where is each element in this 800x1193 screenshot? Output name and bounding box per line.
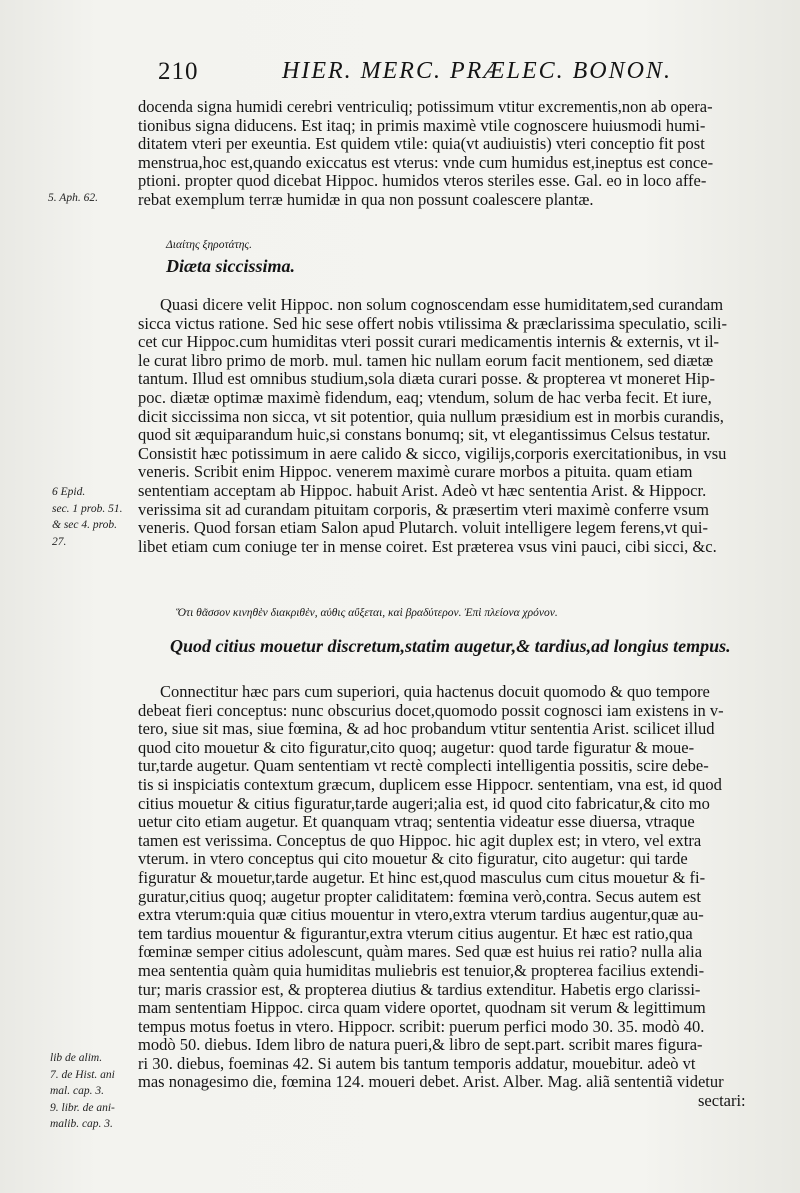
text-line: ri 30. diebus, foeminas 42. Si autem bis tantum temporis addatur, mouebitur. adeò vt — [138, 1054, 696, 1073]
text-line: Connectitur hæc pars cum superiori, quia hactenus docuit quomodo & quo tempore — [160, 683, 710, 701]
text-line: rebat exemplum terræ humidæ in qua non possunt coalescere plantæ. — [138, 190, 594, 209]
text-line: docenda signa humidi cerebri ventriculiq; potissimum vtitur excrementis,non ab opera- — [138, 98, 713, 116]
lemma-2 — [138, 604, 766, 658]
margin-note-line: lib de alim. — [50, 1052, 103, 1064]
text-line: debeat fieri conceptus: nunc obscurius docet,quomodo possit cognosci iam existens in v- — [138, 701, 724, 720]
lemma-1 — [138, 236, 766, 278]
margin-note-line: 5. Aph. 62. — [48, 192, 98, 204]
text-line: extra vterum:quia quæ citius mouentur in vtero,extra vterum tardius augentur,quæ au- — [138, 906, 704, 925]
text-line: tur; maris crassior est, & propterea diutius & tardius extenditur. Habetis ergo clarissi- — [138, 980, 701, 999]
text-line: cet cur Hippoc.cum humiditas vteri possit curari medicamentis internis & externis, vt il- — [138, 333, 720, 352]
text-line: sectari: — [698, 1092, 746, 1111]
margin-note-line: & sec 4. prob. — [52, 519, 118, 531]
margin-note-line: 6 Epid. — [52, 486, 86, 498]
text-line: tionibus signa diducens. Est itaq; in primis maximè vtile cognoscere huiusmodi humi- — [138, 116, 706, 135]
text-line: vterum. in vtero conceptus qui cito mouetur & cito figuratur, cito augetur: qui tarde — [138, 850, 688, 869]
text-line: le curat libro primo de morb. mul. tamen hic nullam eorum facit mentionem, sed diætæ — [138, 351, 714, 370]
text-line: uetur cito etiam augetur. Et quanquam vtraq; sententia videatur esse diuersa, vtraque — [138, 813, 695, 832]
margin-note-aphorism — [48, 190, 143, 207]
text-line: ditatem vteri per exeuntia. Est quidem vtile: quia(vt audiuistis) vteri conceptio fit post — [138, 135, 705, 154]
text-line: veneris. Scribit enim Hippoc. venerem maximè curare morbos a pituita. quam etiam — [138, 463, 693, 482]
margin-note-epidemics — [52, 484, 147, 550]
text-line: veneris. Quod forsan etiam Salon apud Plutarch. voluit intelligere legem ferens,vt qui- — [138, 519, 709, 538]
text-line: tem tardius mouentur & figurantur,extra vterum citius augentur. Et hæc est ratio,qua — [138, 924, 693, 943]
text-line: menstrua,hoc est,quando exiccatus est vterus: vnde cum humidus est,ineptus est conce- — [138, 153, 714, 172]
text-line: mea sententia quàm quia humiditas muliebris est tenuior,& propterea facilius extendi- — [138, 961, 705, 980]
text-line: sententiam acceptam ab Hippoc. habuit Arist. Adeò vt hæc sententia Arist. & Hippocr. — [138, 481, 707, 500]
lemma-latin: Quod citius mouetur discretum,statim augetur,& tardius,ad longius tempus. — [170, 636, 731, 656]
margin-note-line: 9. libr. de ani- — [50, 1101, 115, 1114]
page-header — [140, 58, 700, 88]
paragraph-block-1 — [138, 98, 766, 210]
lemma-greek: Διαίτης ξηροτάτης. — [166, 239, 252, 251]
bleed-through-ghost-text — [300, 28, 800, 58]
paragraph-block-3 — [138, 683, 766, 1111]
margin-note-line: mal. cap. 3. — [50, 1085, 104, 1097]
text-line: tur,tarde augetur. Quam sententiam vt rectè complecti intelligentia possitis, scire debe- — [138, 757, 709, 776]
lemma-latin: Diæta siccissima. — [166, 256, 295, 276]
text-line: guratur,citius quoq; augetur propter caliditatem: fœmina verò,contra. Secus autem est — [138, 887, 701, 906]
text-line: Consistit hæc potissimum in aere calido & sicco, vigilijs,corporis exercitationibus, in vsu — [138, 444, 727, 463]
text-line: verissima sit ad curandam pituitam corporis, & præsertim vteri maximè conferre vsum — [138, 500, 709, 519]
text-line: mam sententiam Hippoc. circa quam videre oportet, quodnam sit verum & legittimum — [138, 999, 706, 1018]
text-line: poc. diætæ optimæ maximè fidendum, eaq; vtendum, solum de hac verba fecit. Et iure, — [138, 388, 712, 407]
text-line: modò 50. diebus. Idem libro de natura pueri,& libro de sept.part. scribit mares figura- — [138, 1036, 703, 1055]
text-line: dicit siccissima non sicca, vt sit potentior, quia nullum præsidium est in morbis curandis, — [138, 407, 724, 426]
text-line: sicca victus ratione. Sed hic sese offert nobis vtilissima & præclarissima speculatio, scili- — [138, 314, 727, 333]
text-line: figuratur & mouetur,tarde augetur. Et hinc est,quod masculus cum citus mouetur & fi- — [138, 868, 706, 887]
running-title: HIER. MERC. PRÆLEC. BONON. — [282, 58, 672, 84]
margin-note-line: malib. cap. 3. — [50, 1118, 113, 1130]
text-line: quod cito mouetur & cito figuratur,cito quoq; augetur: quod tarde figuratur & moue- — [138, 738, 695, 757]
text-line: tempus motus foetus in vtero. Hippocr. scribit: puerum perfici modo 30. 35. modò 40. — [138, 1017, 705, 1036]
margin-note-line: 27. — [52, 535, 67, 548]
lemma-greek: Ὅτι θᾶσσον κινηθὲν διακριθὲν, αὐθις αὔξεται, καὶ βραδύτερον. Ἐπὶ πλείονα χρόνον. — [176, 607, 558, 619]
margin-note-line: 7. de Hist. ani — [50, 1068, 115, 1081]
text-line: tantum. Illud est omnibus studium,sola diæta curari posse. & propterea vt moneret Hip- — [138, 370, 715, 389]
text-line: tamen est verissima. Conceptus de quo Hippoc. hic agit duplex est; in vtero, vel extra — [138, 831, 702, 850]
text-line: quod sit æquiparandum huic,si constans bonumq; sit, vt elegantissimus Celsus testatur. — [138, 426, 711, 445]
text-line: libet etiam cum coniuge ter in mense coiret. Est præterea vsus vini pauci, cibi sicci, &c. — [138, 537, 717, 556]
text-line: Quasi dicere velit Hippoc. non solum cognoscendam esse humiditatem,sed curandam — [160, 296, 724, 314]
text-line: ptioni. propter quod dicebat Hippoc. humidos vteros steriles esse. Gal. eo in loco affe- — [138, 172, 707, 191]
text-line: tis si inspiciatis contextum græcum, duplicem esse Hippocr. sententiam, vna est, id quod — [138, 775, 722, 794]
text-line: tero, siue sit mas, siue fœmina, & ad hoc probandum vtitur sententia Arist. scilicet illud — [138, 720, 715, 739]
text-line: citius mouetur & citius figuratur,tarde augeri;alia est, id quod cito fabricatur,& cito mo — [138, 794, 710, 813]
text-line: mas nonagesimo die, fœmina 124. moueri debet. Arist. Alber. Mag. aliã sententiã videtur — [138, 1073, 724, 1092]
margin-note-line: sec. 1 prob. 51. — [52, 502, 123, 515]
text-line: fœminæ semper citius adolescunt, quàm mares. Sed quæ est huius rei ratio? nulla alia — [138, 943, 703, 962]
paragraph-block-2 — [138, 296, 766, 556]
page-number: 210 — [158, 58, 199, 85]
margin-note-references — [50, 1050, 145, 1133]
